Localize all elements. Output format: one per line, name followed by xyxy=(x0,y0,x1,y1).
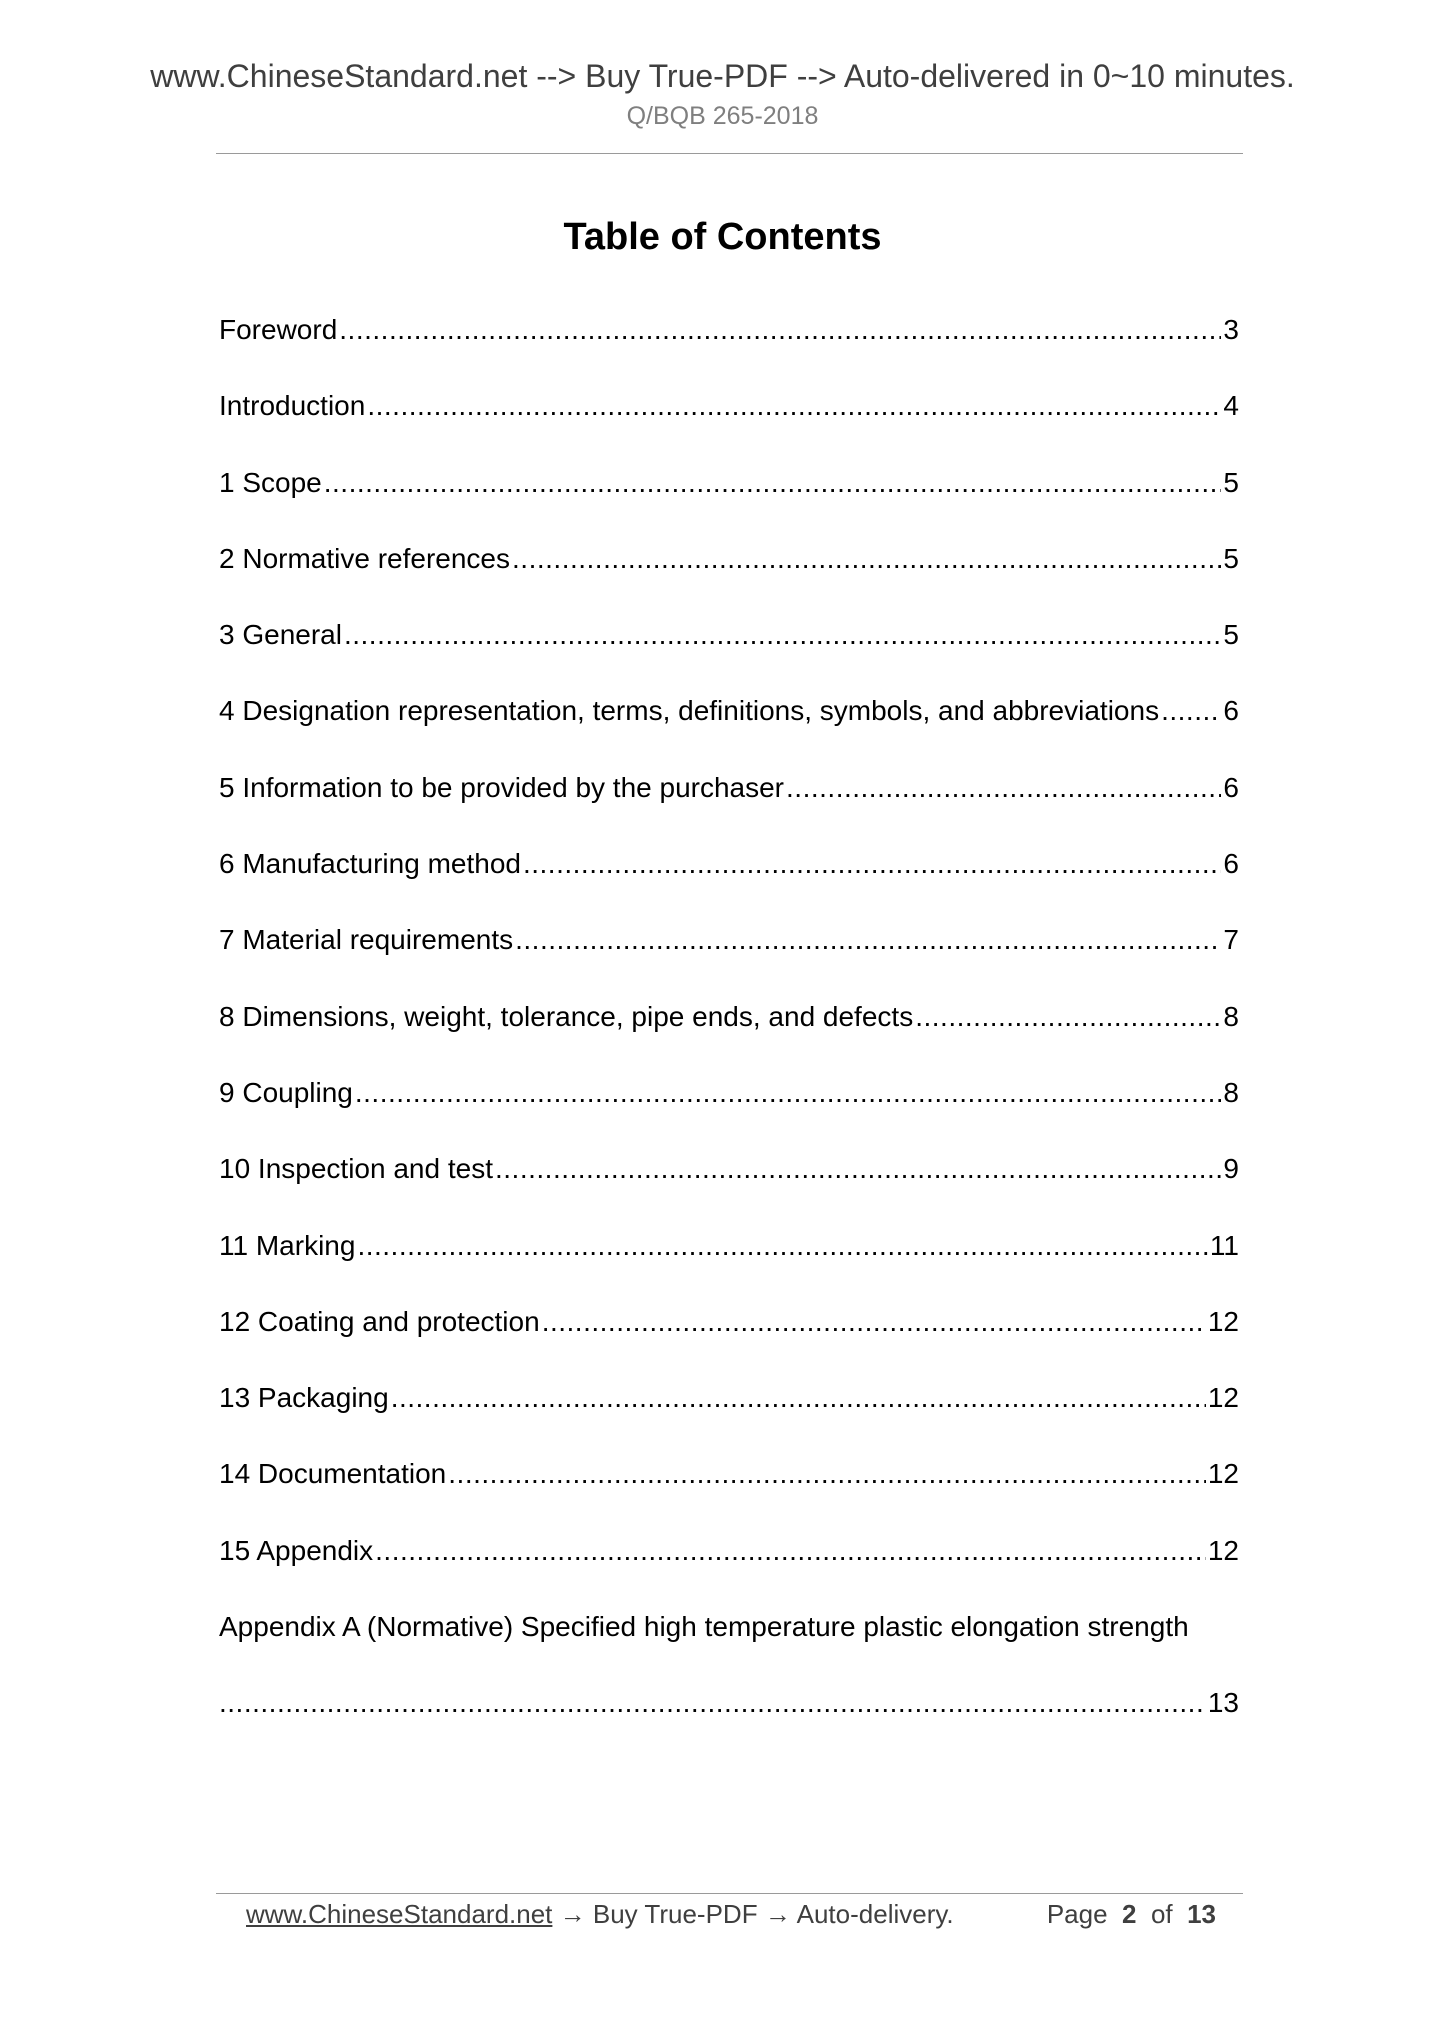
toc-entry-packaging[interactable] xyxy=(219,1378,1239,1454)
toc-entry-page: 12 xyxy=(1207,1305,1239,1337)
toc-entry-label: 4 Designation representation, terms, definitions, symbols, and abbreviations xyxy=(219,695,1160,727)
dot-leader xyxy=(512,539,1221,579)
page-footer xyxy=(246,1894,1216,1934)
toc-entry-page: 12 xyxy=(1207,1458,1239,1490)
dot-leader xyxy=(786,768,1221,808)
toc-entry-label: Appendix A (Normative) Specified high temperature plastic elongation strength xyxy=(219,1611,1189,1643)
toc-entry-marking[interactable] xyxy=(219,1226,1239,1302)
toc-entry-page: 5 xyxy=(1223,466,1239,498)
toc-entry-manufacturing-method[interactable] xyxy=(219,844,1239,920)
toc-entry-label: 8 Dimensions, weight, tolerance, pipe ends, and defects xyxy=(219,1000,914,1032)
dot-leader xyxy=(367,386,1221,426)
toc-entry-coupling[interactable] xyxy=(219,1073,1239,1149)
toc-entry-page: 6 xyxy=(1223,695,1239,727)
of-word: of xyxy=(1150,1899,1173,1929)
toc-entry-label: 10 Inspection and test xyxy=(219,1153,493,1185)
toc-entry-material-requirements[interactable] xyxy=(219,920,1239,996)
toc-entry-page: 11 xyxy=(1209,1229,1239,1261)
footer-promo xyxy=(246,1894,954,1934)
toc-entry-label: 12 Coating and protection xyxy=(219,1305,540,1337)
toc-entry-label: 9 Coupling xyxy=(219,1076,353,1108)
header-divider xyxy=(216,153,1243,154)
toc-entry-coating-and-protection[interactable] xyxy=(219,1302,1239,1378)
toc-entry-label: Introduction xyxy=(219,390,366,422)
page-title: Table of Contents xyxy=(563,216,882,258)
toc-entry-label: 11 Marking xyxy=(219,1229,356,1261)
toc-entry-page: 13 xyxy=(1207,1687,1239,1719)
toc-entry-page: 4 xyxy=(1223,390,1239,422)
dot-leader xyxy=(219,1683,1206,1723)
dot-leader xyxy=(542,1302,1206,1342)
toc-entry-appendix-a[interactable] xyxy=(219,1607,1239,1683)
dot-leader xyxy=(344,615,1221,655)
dot-leader xyxy=(915,997,1221,1037)
dot-leader xyxy=(375,1531,1206,1571)
toc-entry-page: 8 xyxy=(1223,1076,1239,1108)
dot-leader xyxy=(324,463,1222,503)
total-pages-number: 13 xyxy=(1187,1899,1216,1929)
page-word: Page xyxy=(1046,1899,1108,1929)
toc-entry-introduction[interactable] xyxy=(219,386,1239,462)
toc-entry-label: 1 Scope xyxy=(219,466,322,498)
toc-entry-label: Foreword xyxy=(219,314,338,345)
toc-entry-page: 6 xyxy=(1223,848,1239,880)
header-promo-text: www.ChineseStandard.net --> Buy True-PDF --> Auto-delivered in 0~10 minutes. xyxy=(150,58,1295,94)
toc-entry-label: 13 Packaging xyxy=(219,1382,389,1414)
toc-entry-label: 6 Manufacturing method xyxy=(219,848,521,880)
table-of-contents xyxy=(219,310,1239,1760)
toc-entry-inspection-and-test[interactable] xyxy=(219,1149,1239,1225)
toc-entry-label: 3 General xyxy=(219,619,342,651)
toc-entry-page: 8 xyxy=(1223,1000,1239,1032)
toc-entry-page: 6 xyxy=(1223,771,1239,803)
toc-entry-page: 7 xyxy=(1223,924,1239,956)
current-page-number: 2 xyxy=(1122,1899,1137,1929)
dot-leader xyxy=(495,1149,1221,1189)
dot-leader xyxy=(1161,691,1221,731)
toc-entry-dimensions[interactable] xyxy=(219,997,1239,1073)
footer-auto-delivery-text: Auto-delivery. xyxy=(796,1899,954,1929)
dot-leader xyxy=(515,920,1221,960)
website-link[interactable]: www.ChineseStandard.net xyxy=(246,1899,553,1929)
toc-entry-label: 14 Documentation xyxy=(219,1458,447,1490)
toc-entry-appendix-a-continued[interactable] xyxy=(219,1683,1239,1759)
dot-leader xyxy=(391,1378,1206,1418)
arrow-right-icon: → xyxy=(559,1899,586,1929)
toc-entry-general[interactable] xyxy=(219,615,1239,691)
toc-entry-foreword[interactable] xyxy=(219,310,1239,386)
arrow-right-icon: → xyxy=(764,1899,791,1929)
footer-buy-text: Buy True-PDF xyxy=(592,1899,758,1929)
toc-entry-page: 3 xyxy=(1223,314,1239,345)
dot-leader xyxy=(339,310,1221,350)
toc-entry-page: 5 xyxy=(1223,542,1239,574)
toc-entry-label: 7 Material requirements xyxy=(219,924,514,956)
toc-entry-documentation[interactable] xyxy=(219,1454,1239,1530)
toc-entry-page: 12 xyxy=(1207,1382,1239,1414)
toc-entry-page: 5 xyxy=(1223,619,1239,651)
dot-leader xyxy=(448,1454,1206,1494)
document-code: Q/BQB 265-2018 xyxy=(626,102,819,130)
page-header xyxy=(0,56,1445,134)
dot-leader xyxy=(355,1073,1222,1113)
toc-entry-purchaser-information[interactable] xyxy=(219,768,1239,844)
toc-entry-designation[interactable] xyxy=(219,691,1239,767)
dot-leader xyxy=(357,1226,1207,1266)
toc-entry-scope[interactable] xyxy=(219,463,1239,539)
page-number xyxy=(1047,1894,1216,1934)
toc-entry-normative-references[interactable] xyxy=(219,539,1239,615)
toc-entry-page: 12 xyxy=(1207,1534,1239,1566)
toc-entry-page: 9 xyxy=(1223,1153,1239,1185)
toc-entry-label: 2 Normative references xyxy=(219,542,511,574)
toc-entry-label: 15 Appendix xyxy=(219,1534,374,1566)
dot-leader xyxy=(523,844,1221,884)
toc-entry-label: 5 Information to be provided by the purchaser xyxy=(219,771,785,803)
toc-entry-appendix[interactable] xyxy=(219,1531,1239,1607)
